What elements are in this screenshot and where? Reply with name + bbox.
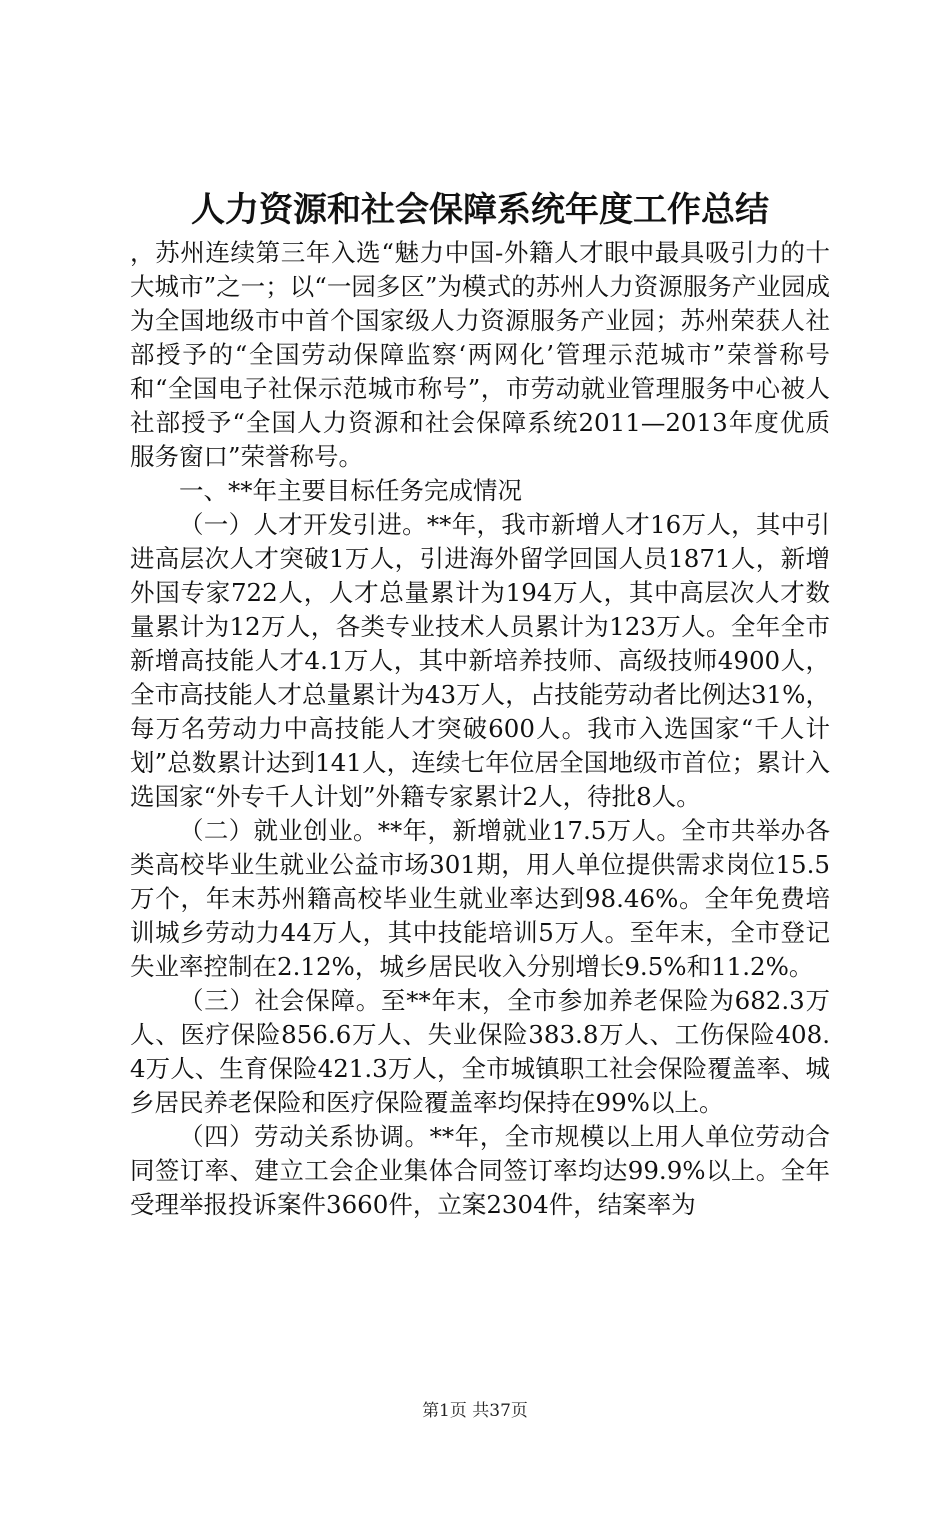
paragraph-labor-relations: （四）劳动关系协调。**年，全市规模以上用人单位劳动合同签订率、建立工会企业集体合同签订率均达99.9%以上。全年受理举报投诉案件3660件，立案2304件，结案率为 <box>130 1122 830 1219</box>
paragraph-social-security: （三）社会保障。至**年末，全市参加养老保险为682.3万人、医疗保险856.6万人、失业保险383.8万人、工伤保险408.4万人、生育保险421.3万人，全市城镇职工社会保险覆盖率、城乡居民养老保险和医疗保险覆盖率均保持在99%以上。 <box>130 986 830 1117</box>
document-title: 人力资源和社会保障系统年度工作总结 <box>191 190 769 230</box>
paragraph-talent: （一）人才开发引进。**年，我市新增人才16万人，其中引进高层次人才突破1万人，引进海外留学回国人员1871人，新增外国专家722人，人才总量累计为194万人，其中高层次人才数量累计为12万人，各类专业技术人员累计为123万人。全年全市新增高技能人才4.1万人，其中新培养技师、高级技师4900人，全市高技能人才总量累计为43万人，占技能劳动者比例达31%，每万名劳动力中高技能人才突破600人。我市入选国家“千人计划”总数累计达到141人，连续七年位居全国地级市首位；累计入选国家“外专千人计划”外籍专家累计2人，待批8人。 <box>130 510 830 811</box>
section-heading: 一、**年主要目标任务完成情况 <box>179 476 522 505</box>
paragraph-intro: ，苏州连续第三年入选“魅力中国-外籍人才眼中最具吸引力的十大城市”之一；以“一园多区”为模式的苏州人力资源服务产业园成为全国地级市中首个国家级人力资源服务产业园；苏州荣获人社部授予的“全国劳动保障监察‘两网化’管理示范城市”荣誉称号和“全国电子社保示范城市称号”，市劳动就业管理服务中心被人社部授予“全国人力资源和社会保障系统2011—2013年度优质服务窗口”荣誉称号。 <box>130 238 830 471</box>
document-body <box>130 236 830 1222</box>
paragraph-employment: （二）就业创业。**年，新增就业17.5万人。全市共举办各类高校毕业生就业公益市场301期，用人单位提供需求岗位15.5万个，年末苏州籍高校毕业生就业率达到98.46%。全年免费培训城乡劳动力44万人，其中技能培训5万人。至年末，全市登记失业率控制在2.12%，城乡居民收入分别增长9.5%和11.2%。 <box>130 816 830 981</box>
document-page <box>0 186 950 1530</box>
page-number: 第1页 共37页 <box>422 1401 528 1421</box>
